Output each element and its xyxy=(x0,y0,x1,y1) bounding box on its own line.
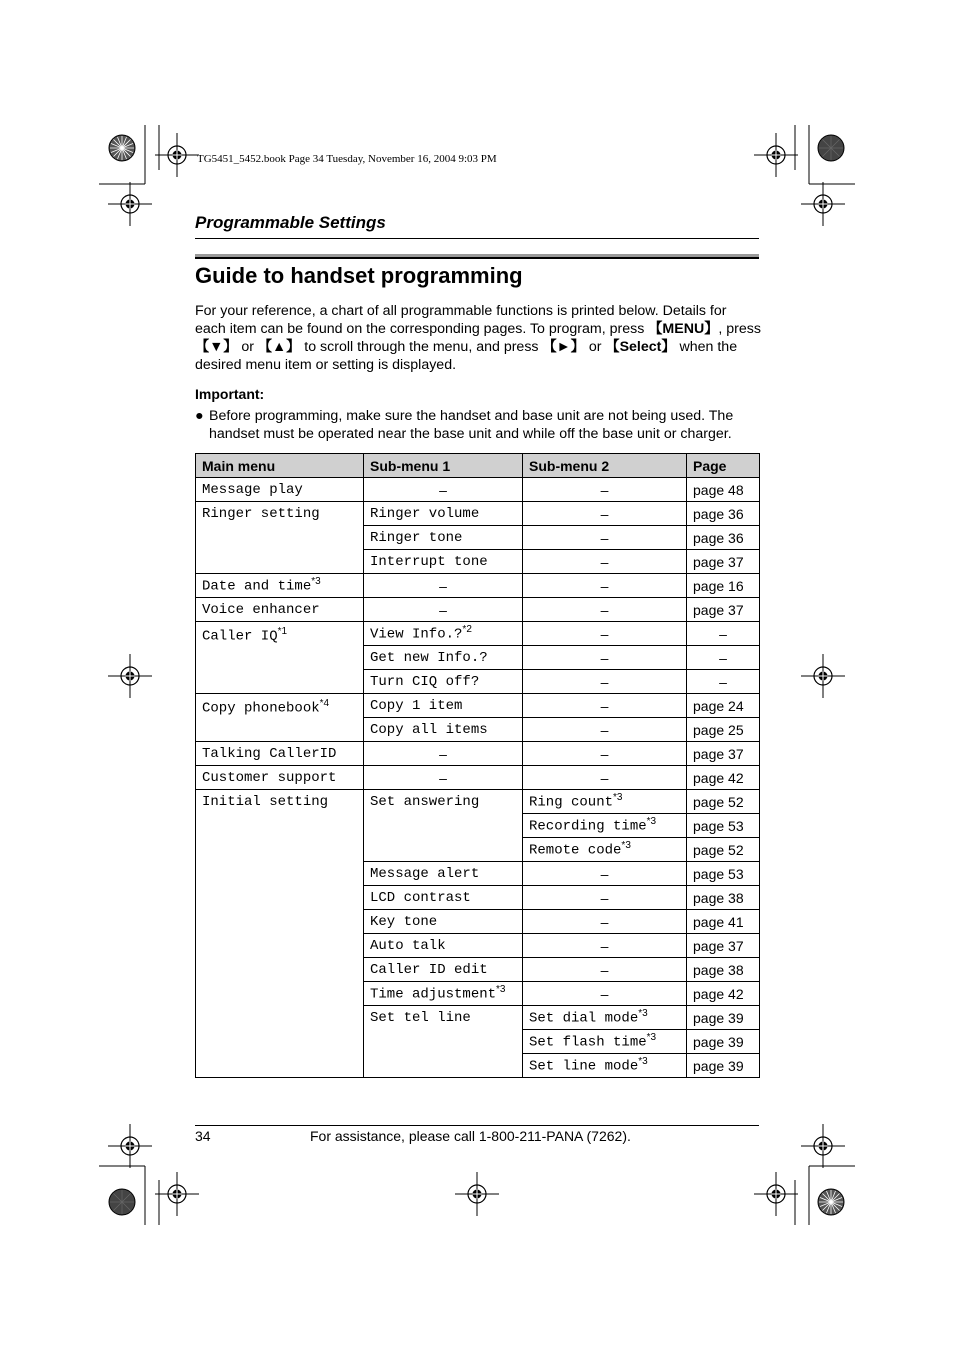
sub-menu-1-cell xyxy=(364,622,523,646)
bullet-icon: ● xyxy=(195,408,204,424)
page-cell: page 53 xyxy=(687,862,760,886)
down-key: 【▼】 xyxy=(195,339,238,355)
main-menu-label: Caller IQ xyxy=(202,628,278,645)
intro-text: , press xyxy=(718,321,761,337)
header-rule xyxy=(195,238,759,239)
main-menu-cell xyxy=(196,694,364,742)
select-key: 【Select】 xyxy=(605,339,676,355)
sub-menu-1-cell: Auto talk xyxy=(364,934,523,958)
table-row xyxy=(196,694,760,718)
page-cell: – xyxy=(687,670,760,694)
sub-menu-2-cell xyxy=(523,838,687,862)
sub-menu-2-label: Set dial mode xyxy=(529,1010,639,1027)
table-row xyxy=(196,502,760,526)
main-menu-cell: Ringer setting xyxy=(196,502,364,574)
page-cell: – xyxy=(687,646,760,670)
page-cell: page 48 xyxy=(687,478,760,502)
page-cell: page 37 xyxy=(687,742,760,766)
sub-menu-1-cell: LCD contrast xyxy=(364,886,523,910)
footnote-ref: *3 xyxy=(311,576,321,588)
footnote-ref: *4 xyxy=(319,698,330,709)
intro-text: to scroll through the menu, and press xyxy=(300,339,543,355)
sub-menu-1-cell: Copy 1 item xyxy=(364,694,523,718)
table-row xyxy=(196,478,760,502)
sub-menu-2-label: Recording time xyxy=(529,818,647,835)
table-row xyxy=(196,574,760,598)
page-cell: page 36 xyxy=(687,526,760,550)
sub-menu-2-cell: – xyxy=(523,550,687,574)
sub-menu-2-cell xyxy=(523,790,687,814)
header-page: Page xyxy=(687,454,760,478)
sub-menu-1-cell: Caller ID edit xyxy=(364,958,523,982)
sub-menu-2-cell: – xyxy=(523,598,687,622)
footer-rule xyxy=(195,1125,759,1126)
sub-menu-2-cell: – xyxy=(523,862,687,886)
bullet-text: Before programming, make sure the handset and base unit are not being used. The handset must be operated near the base unit and while off the base unit or charger. xyxy=(209,408,734,442)
footnote-ref: *1 xyxy=(277,626,288,637)
page-cell: page 36 xyxy=(687,502,760,526)
important-bullet xyxy=(195,407,761,443)
sub-menu-1-cell: – xyxy=(364,478,523,502)
page-cell: page 53 xyxy=(687,814,760,838)
sub-menu-1-label: View Info.? xyxy=(370,626,463,643)
sub-menu-1-cell: – xyxy=(364,742,523,766)
sub-menu-1-cell xyxy=(364,982,523,1006)
sub-menu-2-cell: – xyxy=(523,718,687,742)
header-sub-menu-2: Sub-menu 2 xyxy=(523,454,687,478)
sub-menu-1-cell: Interrupt tone xyxy=(364,550,523,574)
sub-menu-2-label: Ring count xyxy=(529,794,614,811)
sub-menu-2-cell: – xyxy=(523,742,687,766)
page-cell: page 39 xyxy=(687,1054,760,1078)
table-header-row xyxy=(196,454,760,478)
table-row xyxy=(196,598,760,622)
sub-menu-1-cell: Ringer tone xyxy=(364,526,523,550)
section-heading: Programmable Settings xyxy=(195,213,386,232)
main-menu-cell: Initial setting xyxy=(196,790,364,1078)
main-menu-cell: Voice enhancer xyxy=(196,598,364,622)
table-row xyxy=(196,766,760,790)
footnote-ref: *3 xyxy=(646,1032,657,1044)
page-cell: page 37 xyxy=(687,934,760,958)
main-menu-label: Date and time xyxy=(202,578,312,595)
sub-menu-1-cell: Set answering xyxy=(364,790,523,862)
sub-menu-2-cell: – xyxy=(523,886,687,910)
sub-menu-2-cell: – xyxy=(523,526,687,550)
footnote-ref: *2 xyxy=(462,624,472,636)
sub-menu-1-label: Time adjustment xyxy=(370,986,497,1003)
main-menu-cell: Message play xyxy=(196,478,364,502)
sub-menu-2-cell: – xyxy=(523,694,687,718)
main-menu-label: Copy phonebook xyxy=(202,700,320,717)
sub-menu-2-cell: – xyxy=(523,934,687,958)
sub-menu-2-cell: – xyxy=(523,958,687,982)
main-menu-cell: Talking CallerID xyxy=(196,742,364,766)
sub-menu-2-cell: – xyxy=(523,502,687,526)
page-number: 34 xyxy=(195,1128,211,1144)
page-cell: page 25 xyxy=(687,718,760,742)
main-menu-cell xyxy=(196,622,364,694)
page-title: Guide to handset programming xyxy=(195,263,523,288)
sub-menu-2-cell: – xyxy=(523,670,687,694)
page-cell: page 39 xyxy=(687,1030,760,1054)
intro-text: or xyxy=(237,339,258,355)
page-cell: page 52 xyxy=(687,838,760,862)
page-cell: page 37 xyxy=(687,550,760,574)
sub-menu-1-cell: Message alert xyxy=(364,862,523,886)
sub-menu-2-cell xyxy=(523,814,687,838)
sub-menu-2-cell xyxy=(523,1006,687,1030)
sub-menu-2-cell: – xyxy=(523,622,687,646)
page-cell: page 24 xyxy=(687,694,760,718)
page-cell: page 42 xyxy=(687,982,760,1006)
sub-menu-1-cell: Key tone xyxy=(364,910,523,934)
page-cell: – xyxy=(687,622,760,646)
table-row xyxy=(196,742,760,766)
right-key: 【►】 xyxy=(542,339,585,355)
intro-text: when the desired menu item or setting is displayed. xyxy=(195,339,738,373)
sub-menu-2-cell: – xyxy=(523,766,687,790)
main-menu-cell: Customer support xyxy=(196,766,364,790)
sub-menu-1-cell: Copy all items xyxy=(364,718,523,742)
sub-menu-1-cell: Turn CIQ off? xyxy=(364,670,523,694)
sub-menu-1-cell: – xyxy=(364,598,523,622)
footnote-ref: *3 xyxy=(496,984,506,996)
main-menu-cell xyxy=(196,574,364,598)
sub-menu-1-cell: – xyxy=(364,574,523,598)
page-cell: page 38 xyxy=(687,886,760,910)
up-key: 【▲】 xyxy=(257,339,301,355)
sub-menu-2-cell: – xyxy=(523,910,687,934)
intro-text: or xyxy=(584,339,606,355)
sub-menu-2-cell: – xyxy=(523,574,687,598)
intro-paragraph xyxy=(195,302,761,374)
footnote-ref: *3 xyxy=(638,1008,648,1020)
page-cell: page 38 xyxy=(687,958,760,982)
sub-menu-2-cell: – xyxy=(523,478,687,502)
sub-menu-2-label: Set flash time xyxy=(529,1034,647,1051)
sub-menu-2-label: Remote code xyxy=(529,842,622,859)
header-sub-menu-1: Sub-menu 1 xyxy=(364,454,523,478)
page-cell: page 41 xyxy=(687,910,760,934)
footnote-ref: *3 xyxy=(638,1056,648,1068)
intro-text: For your reference, a chart of all programmable functions is printed below. Details for each item can be found on the corresponding pages. To program, press xyxy=(195,303,727,337)
sub-menu-2-label: Set line mode xyxy=(529,1058,639,1075)
print-info: TG5451_5452.book Page 34 Tuesday, November 16, 2004 9:03 PM xyxy=(197,153,497,165)
page-cell: page 39 xyxy=(687,1006,760,1030)
menu-key: 【MENU】 xyxy=(648,321,719,337)
important-label: Important: xyxy=(195,386,265,402)
sub-menu-1-cell: Ringer volume xyxy=(364,502,523,526)
sub-menu-2-cell: – xyxy=(523,646,687,670)
assistance-text: For assistance, please call 1-800-211-PANA (7262). xyxy=(310,1128,631,1144)
page-cell: page 52 xyxy=(687,790,760,814)
header-main-menu: Main menu xyxy=(196,454,364,478)
sub-menu-2-cell xyxy=(523,1054,687,1078)
footnote-ref: *3 xyxy=(646,816,657,828)
table-row xyxy=(196,622,760,646)
sub-menu-1-cell: Get new Info.? xyxy=(364,646,523,670)
sub-menu-1-cell: – xyxy=(364,766,523,790)
footnote-ref: *3 xyxy=(621,840,631,852)
page-cell: page 42 xyxy=(687,766,760,790)
title-rule xyxy=(195,257,759,259)
sub-menu-1-cell: Set tel line xyxy=(364,1006,523,1078)
footnote-ref: *3 xyxy=(613,792,623,804)
sub-menu-2-cell xyxy=(523,1030,687,1054)
table-row xyxy=(196,790,760,814)
menu-table xyxy=(195,453,760,1078)
page-cell: page 16 xyxy=(687,574,760,598)
sub-menu-2-cell: – xyxy=(523,982,687,1006)
page-cell: page 37 xyxy=(687,598,760,622)
